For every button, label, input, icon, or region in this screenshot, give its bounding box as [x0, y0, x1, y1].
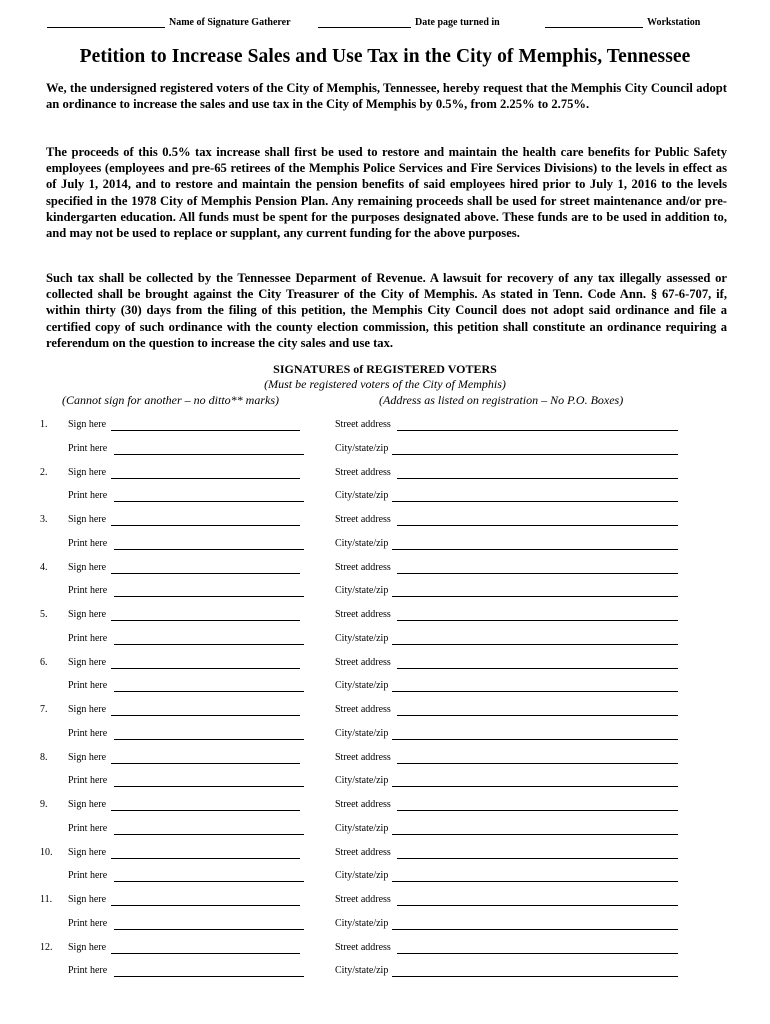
signature-row [0, 467, 770, 483]
proceeds-paragraph: The proceeds of this 0.5% tax increase shall first be used to restore and maintain the health care benefits for Public Safety employees (employees and pre-65 retirees of the Memphis Police Services and Fire Services Divisions) to the levels in effect as of July 1, 2014, and to restore and maintain the pension benefits of said employees hired prior to July 1, 2016 to the levels specified in the 1978 City of Memphis Pension Plan. Any remaining proceeds shall be used for street maintenance and/or pre-kindergarten education. All funds must be spent for the purposes designated above. These funds are to be used in addition to, and may not be used to replace or supplant, any current funding for the above purposes. [46, 145, 727, 241]
print-row [0, 538, 770, 554]
entry-number: 11. [40, 894, 53, 905]
sign-here-line[interactable] [111, 573, 300, 574]
print-here-line[interactable] [114, 691, 304, 692]
city-state-zip-line[interactable] [392, 454, 678, 455]
print-row [0, 918, 770, 934]
street-address-label: Street address [335, 894, 391, 905]
street-address-label: Street address [335, 751, 391, 763]
entry-number: 4. [40, 561, 48, 573]
page-title: Petition to Increase Sales and Use Tax in the City of Memphis, Tennessee [79, 46, 691, 67]
signature-row [0, 704, 770, 720]
sign-here-label: Sign here [68, 466, 107, 478]
collection-paragraph: Such tax shall be collected by the Tennessee Deparment of Revenue. A lawsuit for recovery of any tax illegally assessed or collected shall be brought against the City Treasurer of the City of Memphis. As stated in Tenn. Code Ann. § 67-6-707, if, within thirty (30) days from the filing of this petition, the Memphis City Council does not adopt said ordinance and file a certified copy of such ordinance with the county election commission, this petition shall constitute an ordinance requiring a referendum on the question to increase the city sales and use tax. [46, 271, 727, 350]
street-address-line[interactable] [397, 573, 678, 574]
print-here-label: Print here [68, 490, 108, 501]
street-address-line[interactable] [397, 715, 678, 716]
print-row [0, 728, 770, 744]
entry-number: 12. [40, 941, 53, 953]
street-address-line[interactable] [397, 620, 678, 621]
signature-row [0, 609, 770, 625]
street-address-label: Street address [335, 656, 391, 668]
signature-row [0, 419, 770, 435]
sign-here-line[interactable] [111, 858, 300, 859]
print-here-line[interactable] [114, 739, 304, 740]
city-state-zip-line[interactable] [392, 596, 678, 597]
entry-number: 1. [40, 419, 48, 430]
print-here-label: Print here [68, 870, 108, 881]
signature-row [0, 752, 770, 768]
print-row [0, 490, 770, 506]
street-address-line[interactable] [397, 810, 678, 811]
print-row [0, 775, 770, 791]
street-address-label: Street address [335, 846, 391, 858]
print-here-label: Print here [68, 822, 108, 834]
signature-row [0, 657, 770, 673]
city-state-zip-label: City/state/zip [335, 917, 389, 929]
intro-paragraph: We, the undersigned registered voters of the City of Memphis, Tennessee, hereby request that the Memphis City Council adopt an ordinance to increase the sales and use tax in the City of Memphis by 0.5%, from 2.25% to 2.75%. [46, 81, 727, 112]
sign-here-line[interactable] [111, 668, 300, 669]
city-state-zip-line[interactable] [392, 976, 678, 977]
print-row [0, 680, 770, 696]
print-row [0, 633, 770, 649]
sign-here-line[interactable] [111, 478, 300, 479]
sign-here-label: Sign here [68, 941, 107, 953]
city-state-zip-line[interactable] [392, 834, 678, 835]
street-address-label: Street address [335, 799, 391, 810]
entry-number: 6. [40, 656, 48, 668]
sign-here-line[interactable] [111, 620, 300, 621]
gatherer-field [47, 17, 291, 28]
city-state-zip-line[interactable] [392, 739, 678, 740]
entry-number: 7. [40, 704, 48, 715]
street-address-label: Street address [335, 704, 391, 715]
workstation-field [545, 17, 700, 28]
print-here-label: Print here [68, 680, 108, 691]
city-state-zip-line[interactable] [392, 691, 678, 692]
print-here-label: Print here [68, 775, 108, 786]
workstation-label: Workstation [647, 17, 701, 28]
date-blank[interactable] [318, 18, 411, 28]
city-state-zip-label: City/state/zip [335, 965, 389, 976]
date-field [318, 17, 500, 28]
print-here-label: Print here [68, 917, 108, 929]
street-address-line[interactable] [397, 953, 678, 954]
sign-here-line[interactable] [111, 905, 300, 906]
street-address-line[interactable] [397, 763, 678, 764]
city-state-zip-line[interactable] [392, 549, 678, 550]
sign-here-label: Sign here [68, 609, 107, 620]
city-state-zip-label: City/state/zip [335, 585, 389, 596]
sign-here-label: Sign here [68, 704, 107, 715]
sign-here-line[interactable] [111, 810, 300, 811]
print-here-line[interactable] [114, 644, 304, 645]
sign-here-line[interactable] [111, 953, 300, 954]
street-address-line[interactable] [397, 858, 678, 859]
sign-here-line[interactable] [111, 430, 300, 431]
print-here-line[interactable] [114, 834, 304, 835]
street-address-label: Street address [335, 561, 391, 573]
print-row [0, 585, 770, 601]
city-state-zip-label: City/state/zip [335, 442, 389, 454]
street-address-line[interactable] [397, 905, 678, 906]
print-here-line[interactable] [114, 501, 304, 502]
print-here-label: Print here [68, 442, 108, 454]
signature-row [0, 942, 770, 958]
street-address-line[interactable] [397, 430, 678, 431]
city-state-zip-line[interactable] [392, 929, 678, 930]
signatures-subtitle: (Must be registered voters of the City of Memphis) [264, 377, 506, 391]
signature-row [0, 894, 770, 910]
street-address-label: Street address [335, 466, 391, 478]
city-state-zip-label: City/state/zip [335, 870, 389, 881]
header-row [0, 17, 770, 33]
signature-row [0, 514, 770, 530]
entry-number: 10. [40, 846, 53, 858]
city-state-zip-line[interactable] [392, 644, 678, 645]
print-here-label: Print here [68, 727, 108, 739]
signature-row [0, 562, 770, 578]
signature-row [0, 847, 770, 863]
street-address-label: Street address [335, 514, 391, 525]
sign-here-label: Sign here [68, 514, 107, 525]
entry-number: 8. [40, 751, 48, 763]
sign-here-label: Sign here [68, 419, 107, 430]
signatures-title: SIGNATURES of REGISTERED VOTERS [273, 362, 497, 376]
sign-here-label: Sign here [68, 751, 107, 763]
city-state-zip-label: City/state/zip [335, 680, 389, 691]
print-row [0, 823, 770, 839]
print-row [0, 443, 770, 459]
print-row [0, 870, 770, 886]
entry-number: 2. [40, 466, 48, 478]
street-address-line[interactable] [397, 668, 678, 669]
gatherer-blank[interactable] [47, 18, 165, 28]
print-here-line[interactable] [114, 976, 304, 977]
street-address-label: Street address [335, 609, 391, 620]
print-here-line[interactable] [114, 881, 304, 882]
signatures-left-note: (Cannot sign for another – no ditto** marks) [62, 393, 280, 407]
print-here-label: Print here [68, 585, 108, 596]
print-here-label: Print here [68, 965, 108, 976]
print-here-line[interactable] [114, 454, 304, 455]
date-label: Date page turned in [415, 17, 500, 28]
city-state-zip-label: City/state/zip [335, 490, 389, 501]
city-state-zip-label: City/state/zip [335, 537, 389, 549]
sign-here-label: Sign here [68, 799, 107, 810]
city-state-zip-label: City/state/zip [335, 822, 389, 834]
sign-here-label: Sign here [68, 894, 107, 905]
sign-here-line[interactable] [111, 525, 300, 526]
entry-number: 9. [40, 799, 48, 810]
street-address-label: Street address [335, 941, 391, 953]
print-here-line[interactable] [114, 549, 304, 550]
print-here-line[interactable] [114, 929, 304, 930]
signature-row [0, 799, 770, 815]
print-here-label: Print here [68, 632, 108, 644]
city-state-zip-label: City/state/zip [335, 727, 389, 739]
street-address-label: Street address [335, 419, 391, 430]
gatherer-label: Name of Signature Gatherer [169, 17, 291, 28]
city-state-zip-label: City/state/zip [335, 775, 389, 786]
entry-number: 3. [40, 514, 48, 525]
city-state-zip-label: City/state/zip [335, 632, 389, 644]
print-row [0, 965, 770, 981]
city-state-zip-line[interactable] [392, 501, 678, 502]
print-here-line[interactable] [114, 786, 304, 787]
entry-number: 5. [40, 609, 48, 620]
street-address-line[interactable] [397, 478, 678, 479]
print-here-label: Print here [68, 537, 108, 549]
sign-here-line[interactable] [111, 715, 300, 716]
sign-here-label: Sign here [68, 656, 107, 668]
city-state-zip-line[interactable] [392, 786, 678, 787]
sign-here-label: Sign here [68, 846, 107, 858]
sign-here-line[interactable] [111, 763, 300, 764]
workstation-blank[interactable] [545, 18, 643, 28]
print-here-line[interactable] [114, 596, 304, 597]
street-address-line[interactable] [397, 525, 678, 526]
signatures-right-note: (Address as listed on registration – No P.O. Boxes) [379, 393, 624, 407]
city-state-zip-line[interactable] [392, 881, 678, 882]
sign-here-label: Sign here [68, 561, 107, 573]
